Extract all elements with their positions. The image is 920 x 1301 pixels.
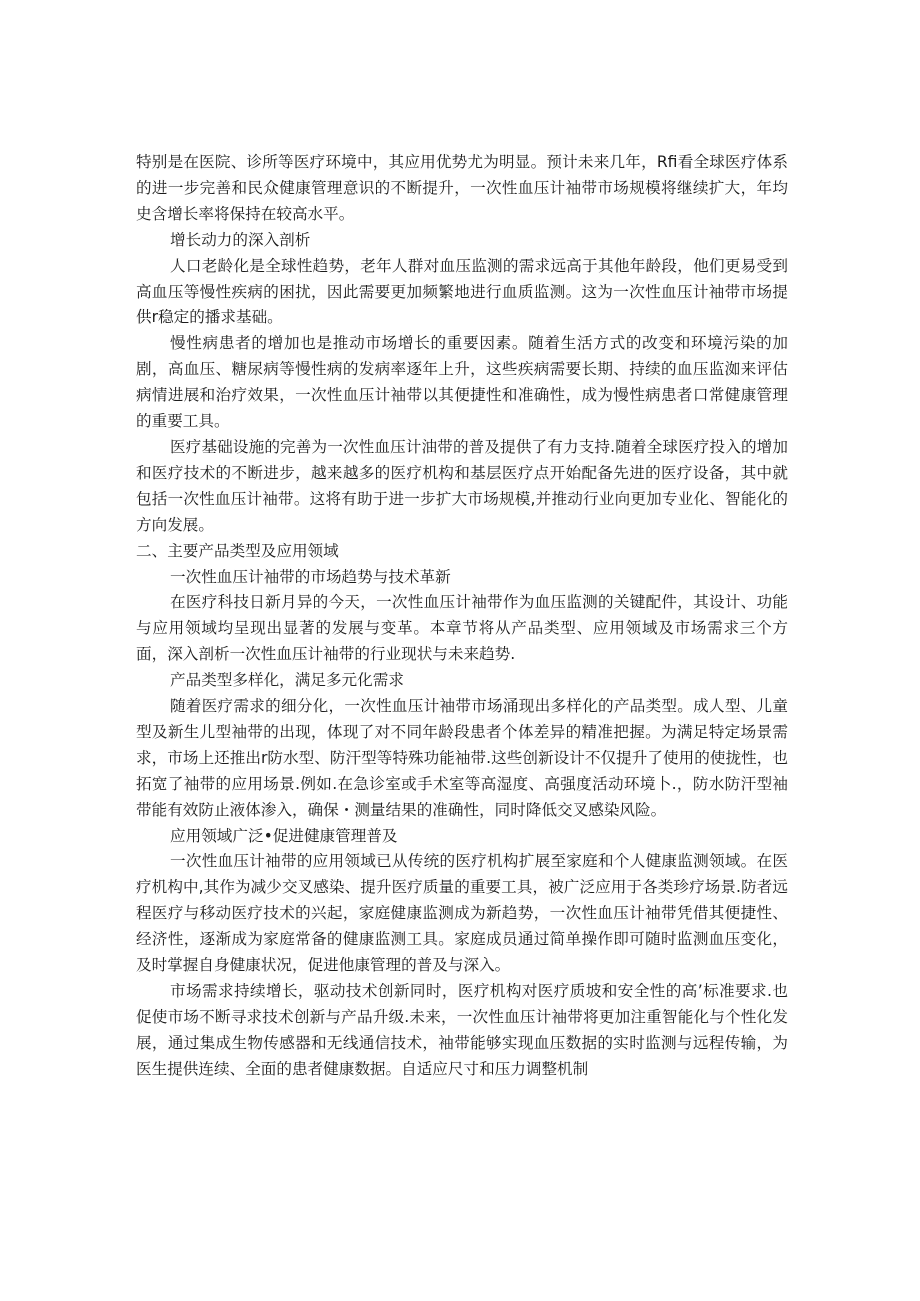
paragraph-application-fields: 一次性血压计袖带的应用领域已从传统的医疗机构扩展至家庭和个人健康监测领域。在医疗机构中,其作为减少交叉感染、提升医疗质量的重要工具，被广泛应用于各类珍疗场景.防者远程医疗与移动医疗技术的兴起，家庭健康监测成为新趋势，一次性血压计袖带凭借其便捷性、经济性，逐渐成为家庭常备的健康监测工具。家庭成员通过简单操作即可随时监测血压变化，及时掌握自身健康状况，促进他康管理的普及与深入。 [136, 852, 788, 975]
subheading-market-trends: 一次性血压计袖带的市场趋势与技术革新 [170, 567, 451, 586]
paragraph-aging-population: 人口老龄化是全球性趋势，老年人群对血压监测的需求远高于其他年龄段，他们更易受到高血压等慢性疾病的困扰，因此需要更加频繁地进行血质监测。这为一次性血压计袖带市场提供r稳定的播求基础。 [136, 256, 788, 327]
paragraph-chronic-disease: 慢性病患者的增加也是推动市场增长的重要因素。随着生活方式的改变和环境污染的加剧，高血压、糖尿病等慢性病的发病率逐年上升，这些疾病需要长期、持续的血压监洳来评估病情进展和治疗效果，一次性血压计袖带以其便捷性和准确性，成为慢性病患者口常健康管理的重要工具。 [136, 334, 788, 431]
paragraph-product-diversity: 随着医疗需求的细分化，一次性血压计袖带市场涌现出多样化的产品类型。成人型、儿童型及新生儿型袖带的出现，体现了对不同年龄段患者个体差异的精准把握。为满足特定场景需求，市场上还推出r防水型、防汗型等特殊功能袖带.这些创新设计不仅提升了使用的使拢性，也拓宽了袖带的应用场景.例如.在急诊室或手术室等高湿度、高强度活动环境卜.，防水防汗型袖带能有效防止液体渗入，确保・测量结果的准确性，同时降低交叉感染风险。 [136, 697, 788, 819]
subheading-product-diversity: 产品类型多样化，满足多元化需求 [170, 671, 404, 690]
document-body [136, 150, 788, 1083]
heading-growth-drivers: 增长动力的深入剖析 [170, 230, 311, 249]
paragraph-market-demand: 市场需求持续增长，驱动技术创新同时，医疗机构对医疗质坡和安全性的高’标准要求.也促使市场不断寻求技术创新与产品升级.未来，一次性血压计袖带将更加注重智能化与个性化发展，通过集成生物传感器和无线通信技术，袖带能够实现血压数据的实时监测与远程传输，为医生提供连续、全面的患者健康数据。自适应尺寸和压力调整机制 [136, 982, 788, 1078]
paragraph-market-outlook: 特别是在医院、诊所等医疗环境中，其应用优势尤为明显。预计未来几年，Rfi看全球医疗体系的进一步完善和民众健康管理意识的不断提升，一次性血压计袖带市场规模将继续扩大，年均史含增长率将保持在较高水平。 [136, 153, 788, 223]
subheading-application-fields: 应用领域广泛•促进健康管理普及 [170, 826, 398, 845]
paragraph-medical-infrastructure: 医疗基础设施的完善为一次性血压计油带的普及提供了有力支持.随着全球医疗投入的增加和医疗技术的不断进步，越来越多的医疗机构和基层医疗点开始配备先进的医疗设备，其中就包括一次性血压计袖带。这将有助于进一步扩大市场规模,并推动行业向更加专业化、智能化的方向发展。 [136, 437, 788, 534]
paragraph-chapter-intro: 在医疗科技日新月异的今天，一次性血压计袖带作为血压监测的关键配件，其设计、功能与应用领域均呈现出显著的发展与变革。本章节将从产品类型、应用领域及市场需求三个方面，深入剖析一次性血压计袖带的行业现状与未来趋势. [136, 593, 788, 664]
section-heading-product-types: 二、主要产品类型及应用领域 [136, 541, 339, 560]
